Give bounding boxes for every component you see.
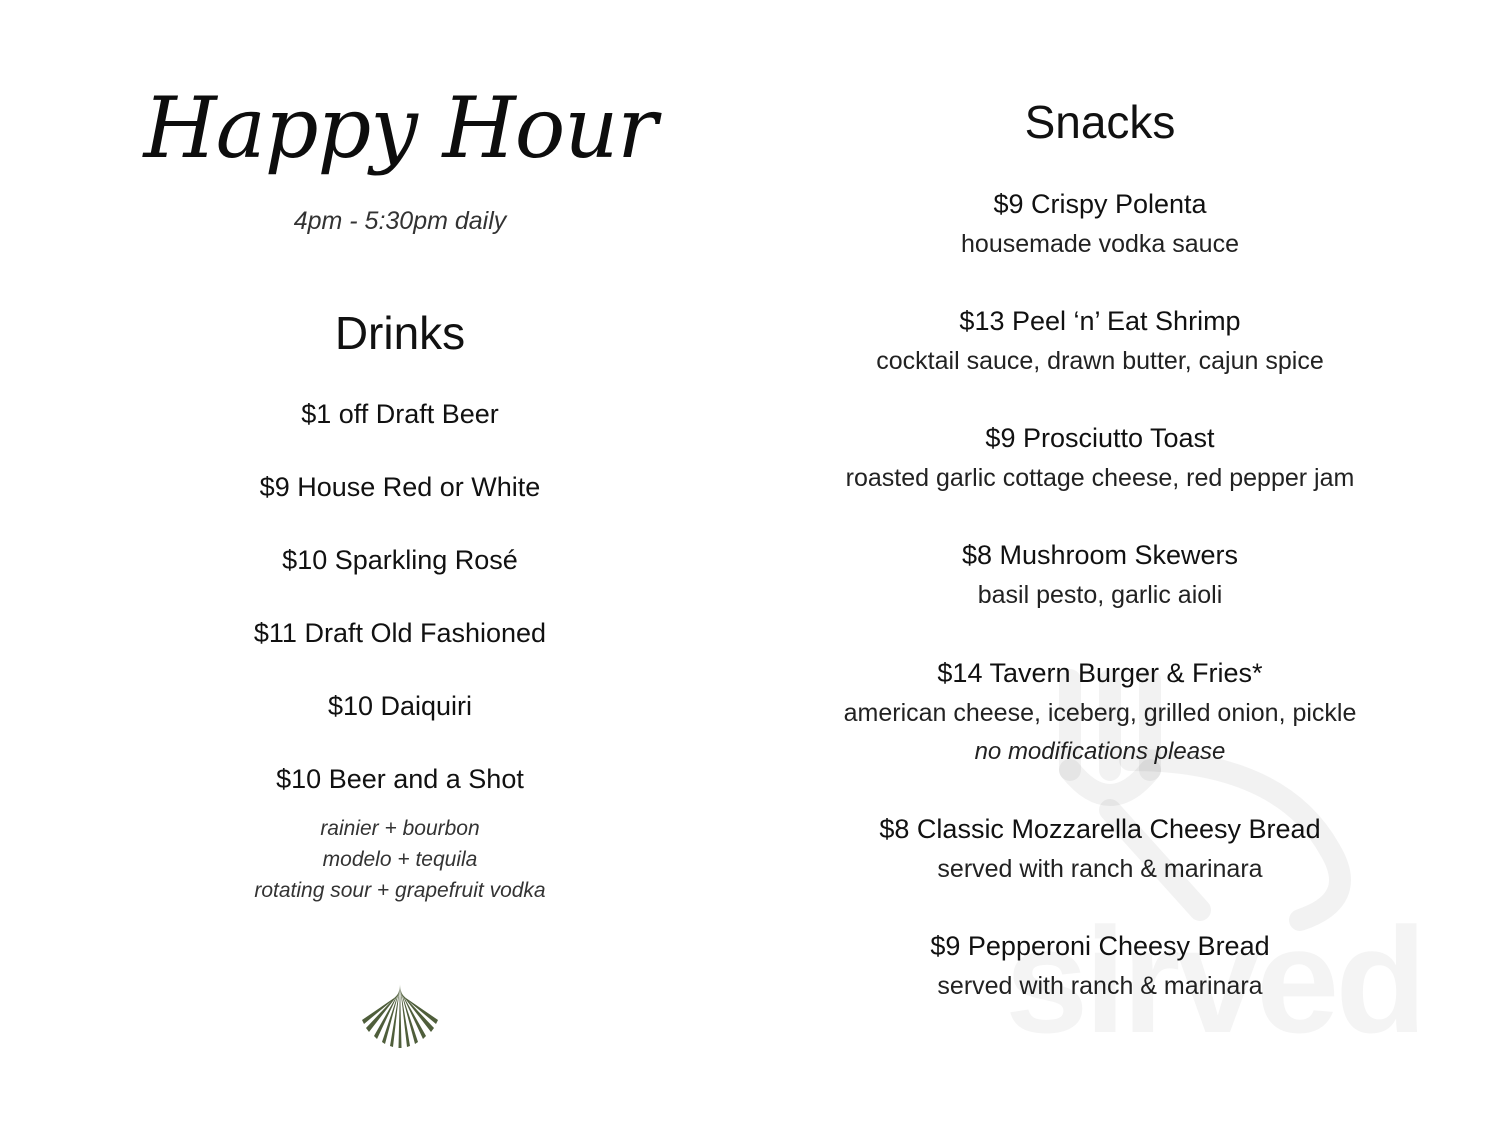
snack-name-shrimp: $13 Peel ‘n’ Eat Shrimp (959, 306, 1241, 336)
snack-desc: roasted garlic cottage cheese, red pepper jam (845, 464, 1355, 492)
snack-name-pepperoni-cheesy-bread: $9 Pepperoni Cheesy Bread (930, 931, 1270, 961)
snack-desc: american cheese, iceberg, grilled onion, pickle (843, 699, 1357, 727)
snack-desc: housemade vodka sauce (961, 230, 1239, 258)
snack-name-prosciutto-toast: $9 Prosciutto Toast (985, 423, 1215, 453)
snack-name-mushroom-skewers: $8 Mushroom Skewers (961, 540, 1239, 570)
drink-item-label: $1 off Draft Beer (301, 399, 499, 429)
drink-item-house-wine: $9 House Red or White (259, 472, 541, 502)
drinks-heading: Drinks (334, 307, 466, 359)
happy-hour-times: 4pm - 5:30pm daily (293, 207, 507, 235)
snack-name-crispy-polenta: $9 Crispy Polenta (993, 189, 1207, 219)
menu-title: Happy Hour (143, 79, 657, 177)
snack-desc: served with ranch & marinara (937, 855, 1263, 883)
snack-name-tavern-burger: $14 Tavern Burger & Fries* (937, 658, 1263, 688)
drink-item-sparkling-rose: $10 Sparkling Rosé (282, 545, 518, 575)
snack-desc: cocktail sauce, drawn butter, cajun spice (876, 347, 1324, 375)
snack-name-mozzarella-cheesy-bread: $8 Classic Mozzarella Cheesy Bread (879, 814, 1321, 844)
fan-leaf-logo-icon (360, 982, 440, 1050)
drink-item-draft-beer (100, 396, 700, 432)
snack-desc: basil pesto, garlic aioli (977, 581, 1223, 609)
snacks-heading: Snacks (1024, 96, 1176, 148)
drink-item-daiquiri: $10 Daiquiri (327, 691, 473, 721)
beer-shot-option: modelo + tequila (322, 848, 478, 871)
drink-item-beer-and-shot: $10 Beer and a Shot (276, 764, 524, 794)
beer-shot-option: rotating sour + grapefruit vodka (254, 879, 546, 902)
snack-note: no modifications please (974, 738, 1226, 765)
beer-shot-option: rainier + bourbon (320, 817, 480, 840)
watermark-text (1005, 905, 1423, 1055)
drink-item-old-fashioned: $11 Draft Old Fashioned (253, 618, 547, 648)
snack-desc: served with ranch & marinara (937, 972, 1263, 1000)
